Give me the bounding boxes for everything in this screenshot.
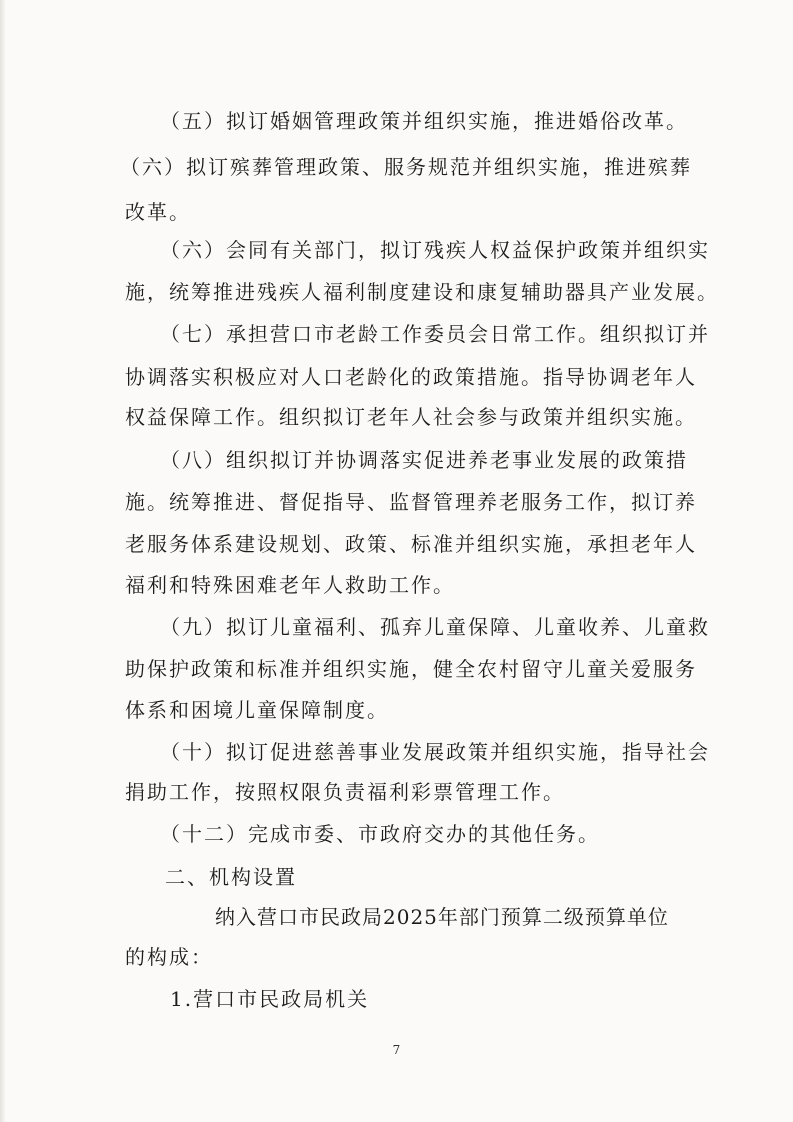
paragraph-line-8-elderly-care-cont-2: 老服务体系建设规划、政策、标准并组织实施，承担老年人 bbox=[125, 532, 697, 556]
paragraph-line-budget-units: 纳入营口市民政局2025年部门预算二级预算单位 bbox=[215, 905, 669, 929]
paragraph-line-12-other-tasks: （十二）完成市委、市政府交办的其他任务。 bbox=[160, 822, 600, 846]
paragraph-line-9-children-cont-2: 体系和困境儿童保障制度。 bbox=[125, 698, 389, 722]
paragraph-line-9-children-cont-1: 助保护政策和标准并组织实施，健全农村留守儿童关爱服务 bbox=[125, 657, 697, 681]
paragraph-line-8-elderly-care-cont-3: 福利和特殊困难老年人救助工作。 bbox=[125, 573, 455, 597]
page-number: 7 bbox=[392, 1043, 401, 1057]
paragraph-line-6-funeral-cont: 改革。 bbox=[125, 200, 191, 224]
paragraph-line-8-elderly-care-cont-1: 施。统筹推进、督促指导、监督管理养老服务工作，拟订养 bbox=[125, 490, 697, 514]
paragraph-line-6-funeral: （六）拟订殡葬管理政策、服务规范并组织实施，推进殡葬 bbox=[120, 155, 692, 179]
paragraph-line-10-charity: （十）拟订促进慈善事业发展政策并组织实施，指导社会 bbox=[160, 740, 710, 764]
paragraph-line-8-elderly-care: （八）组织拟订并协调落实促进养老事业发展的政策措 bbox=[160, 448, 688, 472]
list-item-1: 1.营口市民政局机关 bbox=[170, 987, 370, 1011]
paragraph-line-5-marriage: （五）拟订婚姻管理政策并组织实施，推进婚俗改革。 bbox=[160, 109, 688, 133]
paragraph-line-7-aging: （七）承担营口市老龄工作委员会日常工作。组织拟订并 bbox=[160, 322, 710, 346]
paragraph-line-budget-units-cont: 的构成： bbox=[125, 945, 213, 969]
paragraph-line-7-aging-cont-1: 协调落实积极应对人口老龄化的政策措施。指导协调老年人 bbox=[125, 365, 697, 389]
section-heading-org-setup: 二、机构设置 bbox=[165, 865, 297, 889]
paragraph-line-10-charity-cont: 捐助工作，按照权限负责福利彩票管理工作。 bbox=[125, 780, 565, 804]
paragraph-line-9-children: （九）拟订儿童福利、孤弃儿童保障、儿童收养、儿童救 bbox=[160, 615, 710, 639]
page-edge-shadow bbox=[0, 0, 6, 1122]
paragraph-line-6-disability: （六）会同有关部门，拟订残疾人权益保护政策并组织实 bbox=[160, 238, 710, 262]
paragraph-line-6-disability-cont: 施，统筹推进残疾人福利制度建设和康复辅助器具产业发展。 bbox=[125, 280, 719, 304]
paragraph-line-7-aging-cont-2: 权益保障工作。组织拟订老年人社会参与政策并组织实施。 bbox=[125, 405, 697, 429]
